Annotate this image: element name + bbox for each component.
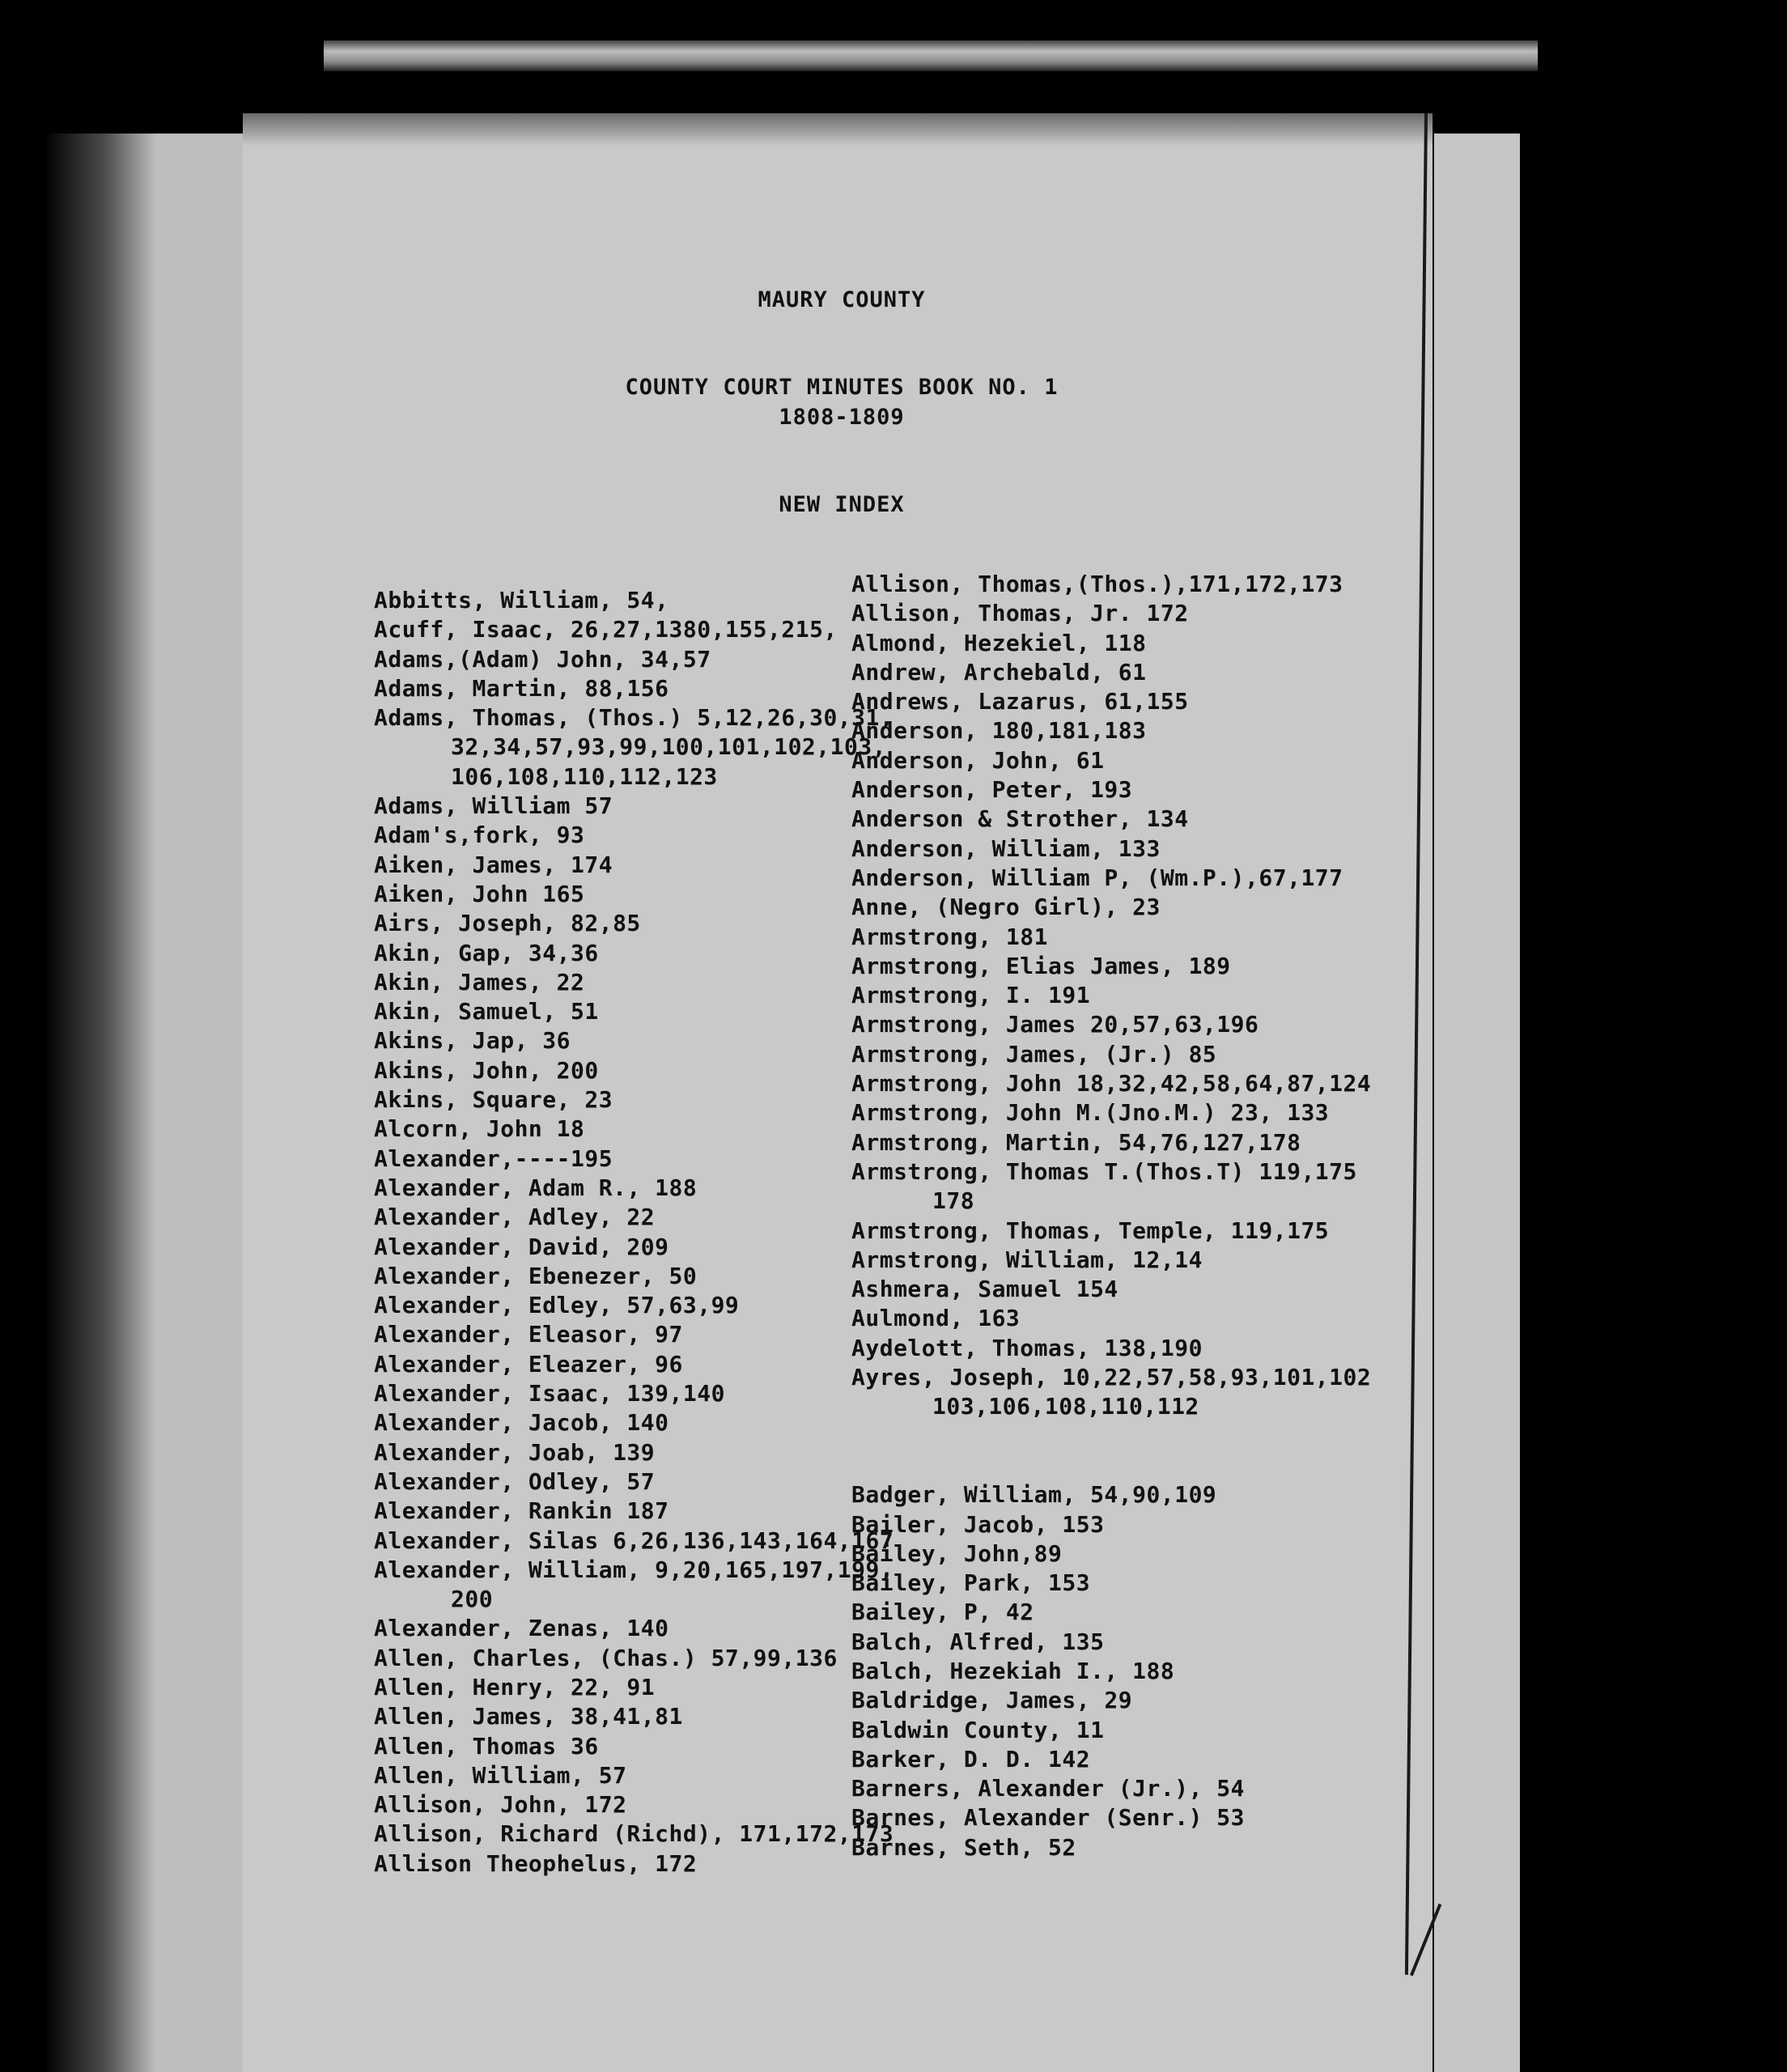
index-entry: Akin, James, 22 (374, 968, 585, 996)
index-entry: Alexander, Silas 6,26,136,143,164,167 (374, 1526, 894, 1554)
index-entry: Akins, Square, 23 (374, 1086, 613, 1114)
blank-line (851, 1451, 1371, 1480)
index-entry: Adams, William 57 (374, 792, 613, 820)
index-entry: Allison, Richard (Richd), 171,172,173 (374, 1820, 894, 1848)
index-entry: Bailer, Jacob, 153 (851, 1510, 1105, 1538)
index-entry: Anderson, 180,181,183 (851, 717, 1147, 745)
index-entry: Armstrong, Thomas T.(Thos.T) 119,175 (851, 1157, 1357, 1185)
index-entry: Alexander, Zenas, 140 (374, 1615, 669, 1642)
index-entry: Allison Theophelus, 172 (374, 1849, 698, 1877)
index-entry: Anderson, William, 133 (851, 834, 1161, 862)
index-entry: Almond, Hezekiel, 118 (851, 629, 1147, 656)
county-title: MAURY COUNTY (758, 287, 926, 312)
index-entry: Armstrong, Elias James, 189 (851, 952, 1231, 979)
index-entry: Bailey, John,89 (851, 1539, 1063, 1567)
index-entry: Armstrong, William, 12,14 (851, 1246, 1203, 1273)
index-entry: Baldwin County, 11 (851, 1716, 1105, 1743)
index-entry: Allen, Charles, (Chas.) 57,99,136 (374, 1644, 838, 1671)
left-index-column (374, 586, 894, 1879)
index-title: NEW INDEX (779, 492, 905, 517)
index-entry: Armstrong, I. 191 (851, 982, 1091, 1009)
index-entry: Adams,(Adam) John, 34,57 (374, 645, 711, 673)
blank-line (851, 1422, 1371, 1451)
index-entry: Allen, William, 57 (374, 1761, 627, 1789)
right-index-column (851, 570, 1371, 1862)
index-entry: Baldridge, James, 29 (851, 1687, 1133, 1714)
book-years: 1808-1809 (779, 405, 905, 430)
index-entry: Aulmond, 163 (851, 1305, 1021, 1332)
index-entry: Alexander, Odley, 57 (374, 1467, 656, 1495)
index-entry: Andrews, Lazarus, 61,155 (851, 688, 1189, 715)
adjacent-page-edge (1434, 134, 1520, 2072)
book-title: COUNTY COURT MINUTES BOOK NO. 1 (625, 375, 1059, 400)
index-entry: Allen, Henry, 22, 91 (374, 1673, 656, 1700)
index-entry: Alexander, Isaac, 139,140 (374, 1380, 725, 1408)
index-entry: Akin, Samuel, 51 (374, 998, 599, 1025)
index-entry: Alexander, Jacob, 140 (374, 1409, 669, 1437)
index-entry: Alexander, William, 9,20,165,197,199, (374, 1556, 894, 1583)
index-entry: Anderson & Strother, 134 (851, 805, 1189, 833)
index-entry: Alexander, Eleazer, 96 (374, 1350, 683, 1378)
index-entry: Bailey, Park, 153 (851, 1569, 1091, 1597)
index-entry: Alcorn, John 18 (374, 1115, 585, 1143)
index-entry-continuation: 200 (451, 1586, 494, 1613)
index-entry: Alexander, Ebenezer, 50 (374, 1262, 698, 1289)
index-entry: Alexander, Joab, 139 (374, 1438, 656, 1466)
index-entry: Anderson, Peter, 193 (851, 776, 1133, 804)
index-entry: Badger, William, 54,90,109 (851, 1481, 1217, 1509)
index-entry: Aiken, James, 174 (374, 851, 613, 878)
index-entry: Ashmera, Samuel 154 (851, 1276, 1118, 1303)
index-entry: Armstrong, 181 (851, 923, 1049, 950)
index-entry: Allison, Thomas,(Thos.),171,172,173 (851, 571, 1343, 597)
index-entry: Aydelott, Thomas, 138,190 (851, 1334, 1203, 1361)
index-entry-continuation: 32,34,57,93,99,100,101,102,103, (451, 733, 887, 761)
index-entry: Armstrong, Thomas, Temple, 119,175 (851, 1216, 1330, 1244)
index-entry: Akins, John, 200 (374, 1056, 599, 1084)
index-entry-continuation: 103,106,108,110,112 (932, 1393, 1199, 1420)
index-entry: Acuff, Isaac, 26,27,1380,155,215, (374, 616, 838, 643)
index-entry: Adams, Thomas, (Thos.) 5,12,26,30,31, (374, 704, 894, 732)
index-entry: Armstrong, James, (Jr.) 85 (851, 1040, 1217, 1068)
index-entry: Alexander, Edley, 57,63,99 (374, 1292, 740, 1319)
index-entry: Balch, Alfred, 135 (851, 1628, 1105, 1655)
index-entry: Allen, Thomas 36 (374, 1732, 599, 1760)
book-binding-edge (45, 134, 247, 2072)
index-entry: Andrew, Archebald, 61 (851, 658, 1147, 686)
index-entry: Alexander, Eleasor, 97 (374, 1321, 683, 1348)
index-entry: Barnes, Alexander (Senr.) 53 (851, 1804, 1246, 1832)
index-entry: Alexander, David, 209 (374, 1233, 669, 1260)
index-entry: Anderson, William P, (Wm.P.),67,177 (851, 864, 1343, 891)
index-entry: Barker, D. D. 142 (851, 1745, 1091, 1773)
index-entry: Alexander, Rankin 187 (374, 1497, 669, 1525)
index-entry: Akin, Gap, 34,36 (374, 939, 599, 966)
index-entry-continuation: 106,108,110,112,123 (451, 762, 718, 790)
index-entry: Bailey, P, 42 (851, 1599, 1034, 1626)
index-entry: Aiken, John 165 (374, 880, 585, 907)
index-entry: Adams, Martin, 88,156 (374, 674, 669, 702)
index-entry: Barnes, Seth, 52 (851, 1833, 1076, 1861)
index-entry: Allen, James, 38,41,81 (374, 1703, 683, 1730)
index-entry: Airs, Joseph, 82,85 (374, 910, 641, 937)
index-entry: Alexander,----195 (374, 1144, 613, 1172)
index-entry: Armstrong, John 18,32,42,58,64,87,124 (851, 1070, 1372, 1098)
index-entry: Adam's,fork, 93 (374, 822, 585, 849)
index-entry: Abbitts, William, 54, (374, 587, 669, 614)
index-entry: Barners, Alexander (Jr.), 54 (851, 1775, 1246, 1802)
index-entry: Ayres, Joseph, 10,22,57,58,93,101,102 (851, 1364, 1372, 1391)
index-entry-continuation: 178 (932, 1187, 975, 1215)
film-top-strip (324, 40, 1538, 71)
index-entry: Alexander, Adam R., 188 (374, 1174, 698, 1201)
index-entry: Alexander, Adley, 22 (374, 1204, 656, 1231)
index-entry: Armstrong, John M.(Jno.M.) 23, 133 (851, 1099, 1330, 1127)
index-entry: Anderson, John, 61 (851, 746, 1105, 774)
index-entry: Allison, Thomas, Jr. 172 (851, 600, 1189, 627)
index-entry: Balch, Hezekiah I., 188 (851, 1657, 1175, 1684)
index-entry: Anne, (Negro Girl), 23 (851, 894, 1161, 921)
index-entry: Akins, Jap, 36 (374, 1027, 571, 1055)
index-entry: Armstrong, James 20,57,63,196 (851, 1011, 1259, 1038)
index-entry: Armstrong, Martin, 54,76,127,178 (851, 1128, 1301, 1156)
index-entry: Allison, John, 172 (374, 1791, 627, 1819)
